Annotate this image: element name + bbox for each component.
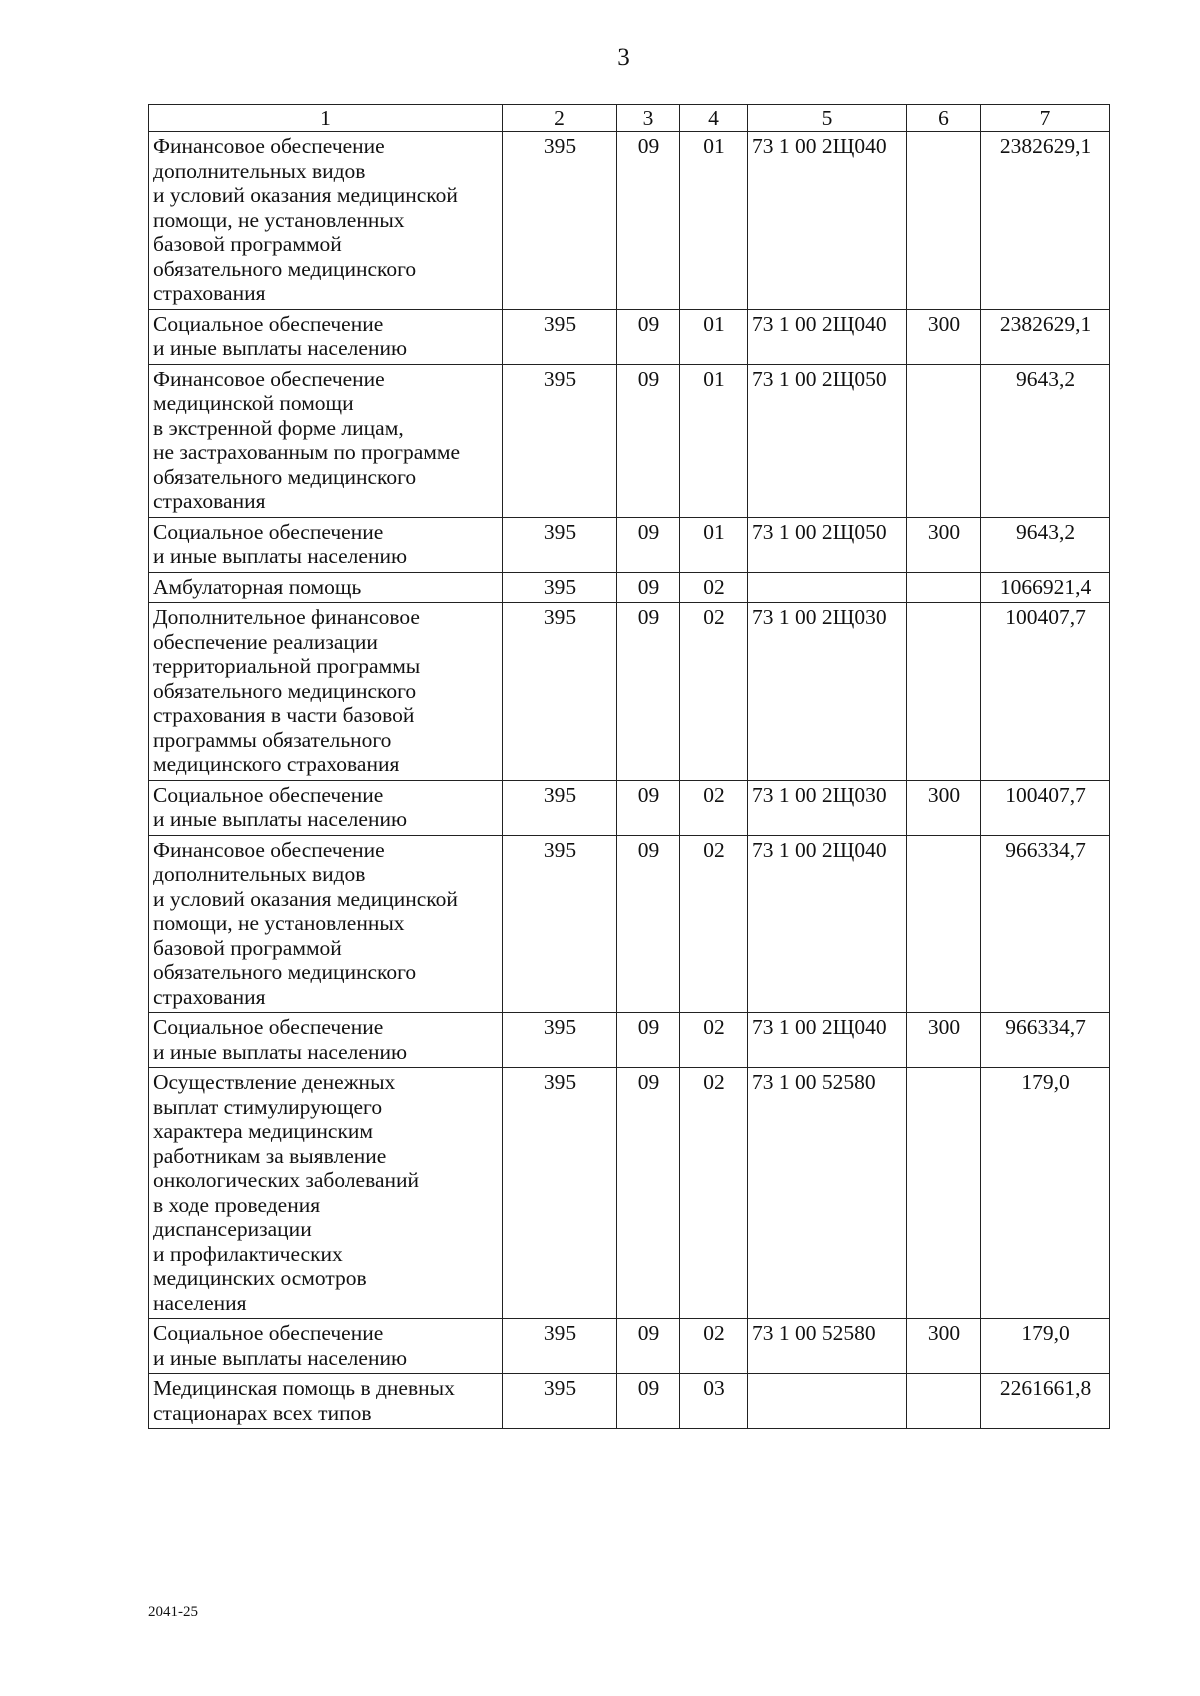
- column-header: 3: [617, 105, 680, 132]
- row-name-line: обязательного медицинского: [153, 960, 417, 984]
- row-name-line: помощи, не установленных: [153, 207, 405, 232]
- row-name-line: Амбулаторная помощь: [153, 574, 362, 599]
- amount-cell: 966334,7: [981, 1013, 1110, 1068]
- admin-code-cell: 395: [503, 1068, 617, 1319]
- amount-cell: 966334,7: [981, 835, 1110, 1013]
- row-name-line: и иные выплаты населению: [153, 1345, 408, 1370]
- target-article-cell: [748, 572, 907, 603]
- expense-type-cell: [907, 132, 981, 310]
- expense-type-cell: [907, 835, 981, 1013]
- row-name-line: не застрахованным по программе: [153, 440, 460, 464]
- row-name-line: обеспечение реализации: [153, 629, 378, 654]
- table-row: [149, 1013, 1110, 1068]
- section-cell: 09: [617, 1319, 680, 1374]
- row-name-line: дополнительных видов: [153, 158, 366, 183]
- column-header: 7: [981, 105, 1110, 132]
- admin-code-cell: 395: [503, 572, 617, 603]
- expense-type-cell: [907, 572, 981, 603]
- expense-type-cell: 300: [907, 1013, 981, 1068]
- admin-code-cell: 395: [503, 309, 617, 364]
- row-name-line: Финансовое обеспечение: [153, 134, 385, 158]
- row-name-line: дополнительных видов: [153, 862, 366, 886]
- target-article-cell: 73 1 00 2Щ050: [748, 364, 907, 517]
- admin-code-cell: 395: [503, 835, 617, 1013]
- target-article-cell: 73 1 00 2Щ030: [748, 603, 907, 781]
- admin-code-cell: 395: [503, 517, 617, 572]
- row-name-line: и условий оказания медицинской: [153, 886, 458, 911]
- section-cell: 09: [617, 572, 680, 603]
- expense-type-cell: 300: [907, 517, 981, 572]
- row-name-line: онкологических заболеваний: [153, 1168, 420, 1192]
- row-name-line: помощи, не установленных: [153, 911, 405, 935]
- row-name-line: стационарах всех типов: [153, 1400, 372, 1425]
- table-row: [149, 780, 1110, 835]
- row-name-line: Социальное обеспечение: [153, 1321, 384, 1345]
- section-cell: 09: [617, 517, 680, 572]
- target-article-cell: 73 1 00 2Щ040: [748, 132, 907, 310]
- subsection-cell: 01: [680, 309, 748, 364]
- row-name-line: базовой программой: [153, 935, 342, 960]
- column-header: 1: [149, 105, 503, 132]
- row-name-line: характера медицинским: [153, 1119, 373, 1143]
- row-name-line: и иные выплаты населению: [153, 807, 408, 831]
- table-row: [149, 517, 1110, 572]
- target-article-cell: 73 1 00 52580: [748, 1068, 907, 1319]
- expense-type-cell: 300: [907, 780, 981, 835]
- table-row: [149, 603, 1110, 781]
- admin-code-cell: 395: [503, 780, 617, 835]
- row-name-line: и условий оказания медицинской: [153, 183, 458, 207]
- row-name-line: медицинского страхования: [153, 752, 400, 776]
- row-name-line: Социальное обеспечение: [153, 782, 384, 807]
- table-row: [149, 1319, 1110, 1374]
- amount-cell: 179,0: [981, 1068, 1110, 1319]
- expense-type-cell: [907, 1068, 981, 1319]
- admin-code-cell: 395: [503, 603, 617, 781]
- subsection-cell: 02: [680, 603, 748, 781]
- row-name-line: и профилактических: [153, 1241, 343, 1266]
- expense-type-cell: [907, 364, 981, 517]
- row-name-line: Социальное обеспечение: [153, 519, 384, 544]
- expense-type-cell: [907, 1374, 981, 1429]
- table-row: [149, 309, 1110, 364]
- row-name-line: Социальное обеспечение: [153, 311, 384, 336]
- section-cell: 09: [617, 1013, 680, 1068]
- subsection-cell: 01: [680, 364, 748, 517]
- row-name-line: и иные выплаты населению: [153, 544, 408, 568]
- subsection-cell: 02: [680, 1013, 748, 1068]
- target-article-cell: 73 1 00 2Щ040: [748, 309, 907, 364]
- subsection-cell: 02: [680, 835, 748, 1013]
- amount-cell: 100407,7: [981, 780, 1110, 835]
- table-row: [149, 364, 1110, 517]
- target-article-cell: [748, 1374, 907, 1429]
- row-name-cell: [149, 603, 503, 781]
- row-name-line: Осуществление денежных: [153, 1070, 396, 1094]
- row-name-line: в экстренной форме лицам,: [153, 415, 404, 440]
- table-row: [149, 572, 1110, 603]
- table-row: [149, 1374, 1110, 1429]
- admin-code-cell: 395: [503, 1319, 617, 1374]
- row-name-line: базовой программой: [153, 232, 342, 256]
- column-header: 6: [907, 105, 981, 132]
- column-header: 2: [503, 105, 617, 132]
- row-name-line: страхования: [153, 281, 266, 305]
- admin-code-cell: 395: [503, 1013, 617, 1068]
- table-body: [149, 132, 1110, 1429]
- header-row: [149, 105, 1110, 132]
- row-name-line: территориальной программы: [153, 654, 421, 678]
- row-name-line: населения: [153, 1290, 247, 1315]
- row-name-line: страхования: [153, 984, 266, 1009]
- amount-cell: 2382629,1: [981, 132, 1110, 310]
- row-name-line: страхования: [153, 489, 266, 513]
- row-name-line: медицинских осмотров: [153, 1266, 367, 1290]
- row-name-cell: [149, 835, 503, 1013]
- table-row: [149, 1068, 1110, 1319]
- amount-cell: 100407,7: [981, 603, 1110, 781]
- row-name-line: Финансовое обеспечение: [153, 837, 385, 862]
- row-name-line: обязательного медицинского: [153, 256, 417, 281]
- column-header: 5: [748, 105, 907, 132]
- amount-cell: 2261661,8: [981, 1374, 1110, 1429]
- section-cell: 09: [617, 132, 680, 310]
- budget-table: [148, 104, 1110, 1429]
- row-name-line: Финансовое обеспечение: [153, 366, 385, 391]
- row-name-cell: [149, 1319, 503, 1374]
- column-header: 4: [680, 105, 748, 132]
- page-number: 3: [617, 44, 630, 71]
- row-name-line: Дополнительное финансовое: [153, 605, 420, 629]
- target-article-cell: 73 1 00 2Щ040: [748, 835, 907, 1013]
- expense-type-cell: 300: [907, 1319, 981, 1374]
- row-name-line: Социальное обеспечение: [153, 1015, 384, 1039]
- row-name-cell: [149, 1068, 503, 1319]
- section-cell: 09: [617, 835, 680, 1013]
- row-name-line: и иные выплаты населению: [153, 336, 408, 360]
- row-name-line: программы обязательного: [153, 727, 392, 752]
- row-name-cell: [149, 309, 503, 364]
- table-row: [149, 835, 1110, 1013]
- row-name-line: диспансеризации: [153, 1217, 312, 1241]
- row-name-cell: [149, 517, 503, 572]
- amount-cell: 9643,2: [981, 517, 1110, 572]
- section-cell: 09: [617, 309, 680, 364]
- subsection-cell: 02: [680, 1068, 748, 1319]
- section-cell: 09: [617, 780, 680, 835]
- row-name-line: работникам за выявление: [153, 1143, 387, 1168]
- row-name-line: и иные выплаты населению: [153, 1039, 408, 1064]
- document-code: 2041-25: [148, 1604, 198, 1620]
- expense-type-cell: [907, 603, 981, 781]
- amount-cell: 9643,2: [981, 364, 1110, 517]
- target-article-cell: 73 1 00 2Щ030: [748, 780, 907, 835]
- row-name-line: Медицинская помощь в дневных: [153, 1376, 455, 1400]
- amount-cell: 1066921,4: [981, 572, 1110, 603]
- row-name-cell: [149, 780, 503, 835]
- subsection-cell: 02: [680, 1319, 748, 1374]
- row-name-cell: [149, 132, 503, 310]
- subsection-cell: 03: [680, 1374, 748, 1429]
- section-cell: 09: [617, 1374, 680, 1429]
- row-name-line: обязательного медицинского: [153, 464, 417, 489]
- section-cell: 09: [617, 1068, 680, 1319]
- expense-type-cell: 300: [907, 309, 981, 364]
- row-name-line: в ходе проведения: [153, 1192, 321, 1217]
- admin-code-cell: 395: [503, 364, 617, 517]
- subsection-cell: 01: [680, 517, 748, 572]
- row-name-cell: [149, 1374, 503, 1429]
- row-name-cell: [149, 364, 503, 517]
- table-row: [149, 132, 1110, 310]
- target-article-cell: 73 1 00 2Щ050: [748, 517, 907, 572]
- subsection-cell: 02: [680, 572, 748, 603]
- row-name-line: выплат стимулирующего: [153, 1094, 383, 1119]
- section-cell: 09: [617, 364, 680, 517]
- row-name-cell: [149, 1013, 503, 1068]
- row-name-line: обязательного медицинского: [153, 678, 417, 703]
- subsection-cell: 02: [680, 780, 748, 835]
- row-name-line: медицинской помощи: [153, 391, 354, 415]
- target-article-cell: 73 1 00 2Щ040: [748, 1013, 907, 1068]
- subsection-cell: 01: [680, 132, 748, 310]
- admin-code-cell: 395: [503, 1374, 617, 1429]
- row-name-line: страхования в части базовой: [153, 703, 415, 727]
- amount-cell: 179,0: [981, 1319, 1110, 1374]
- amount-cell: 2382629,1: [981, 309, 1110, 364]
- section-cell: 09: [617, 603, 680, 781]
- admin-code-cell: 395: [503, 132, 617, 310]
- target-article-cell: 73 1 00 52580: [748, 1319, 907, 1374]
- row-name-cell: [149, 572, 503, 603]
